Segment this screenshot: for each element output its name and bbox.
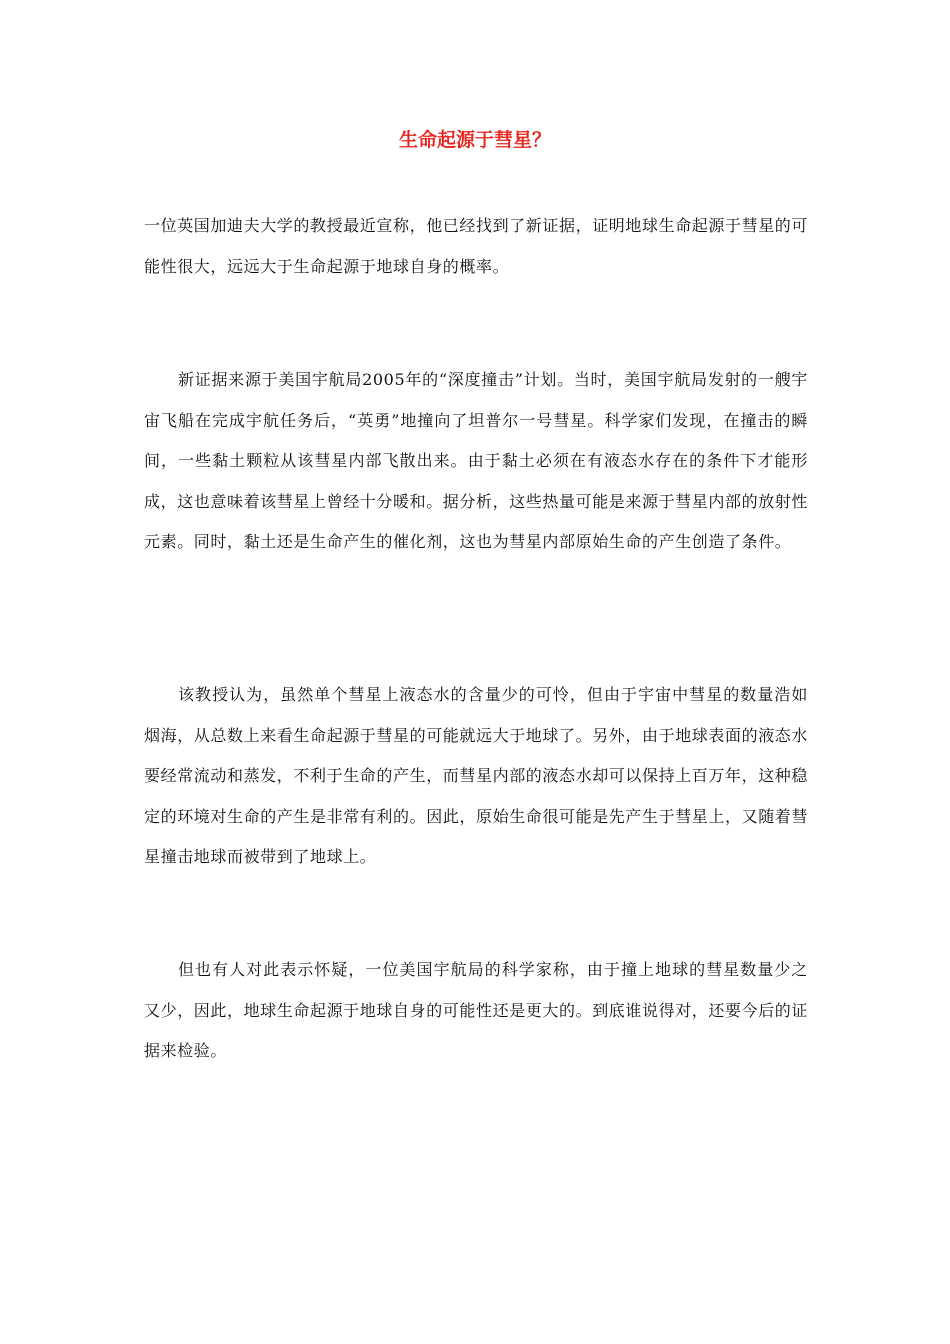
paragraph-2: 新证据来源于美国宇航局2005年的“深度撞击”计划。当时，美国宇航局发射的一艘宇宙飞船在完成宇航任务后，“英勇”地撞向了坦普尔一号彗星。科学家们发现，在撞击的瞬间，一些黏土颗粒从该彗星内部飞散出来。由于黏土必须在有液态水存在的条件下才能形成，这也意味着该彗星上曾经十分暖和。据分析，这些热量可能是来源于彗星内部的放射性元素。同时，黏土还是生命产生的催化剂，这也为彗星内部原始生命的产生创造了条件。 <box>144 370 809 551</box>
paragraph-3: 该教授认为，虽然单个彗星上液态水的含量少的可怜，但由于宇宙中彗星的数量浩如烟海，从总数上来看生命起源于彗星的可能就远大于地球了。另外，由于地球表面的液态水要经常流动和蒸发，不利于生命的产生，而彗星内部的液态水却可以保持上百万年，这种稳定的环境对生命的产生是非常有利的。因此，原始生命很可能是先产生于彗星上，又随着彗星撞击地球而被带到了地球上。 <box>144 685 809 866</box>
document-title: 生命起源于彗星？ <box>398 129 551 151</box>
paragraph-4: 但也有人对此表示怀疑，一位美国宇航局的科学家称，由于撞上地球的彗星数量少之又少，因此，地球生命起源于地球自身的可能性还是更大的。到底谁说得对，还要今后的证据来检验。 <box>144 960 809 1060</box>
paragraph-1: 一位英国加迪夫大学的教授最近宣称，他已经找到了新证据，证明地球生命起源于彗星的可能性很大，远远大于生命起源于地球自身的概率。 <box>144 216 809 276</box>
